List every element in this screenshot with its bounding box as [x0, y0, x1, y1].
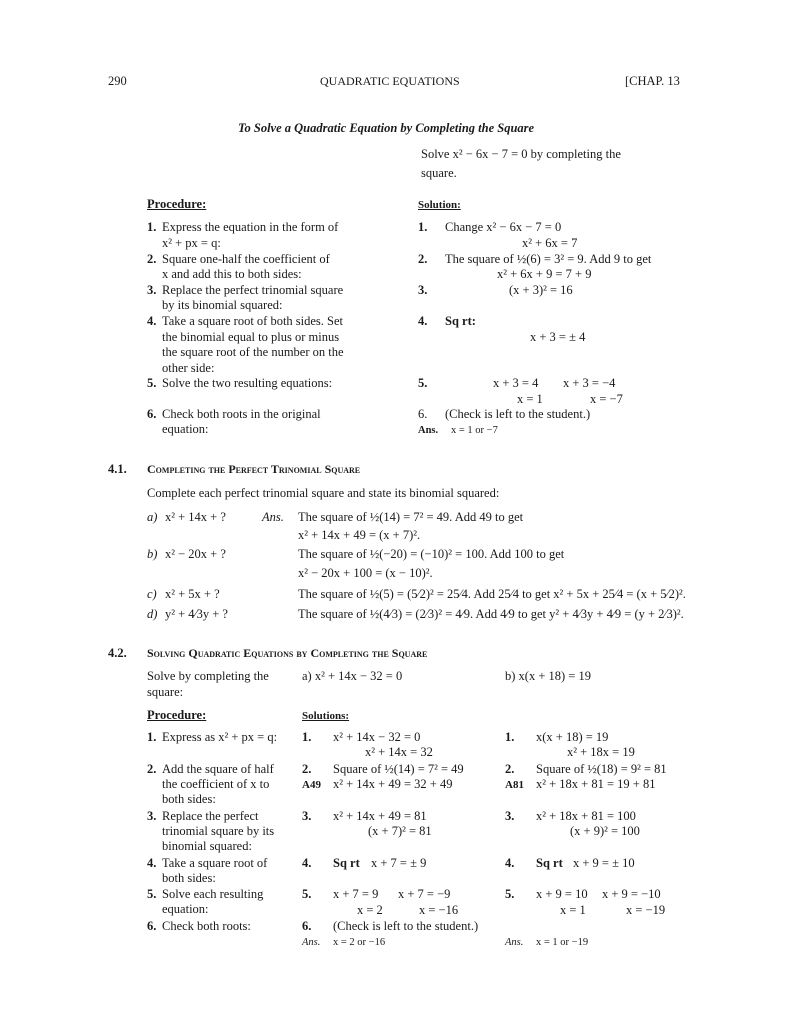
procedure-text: trinomial square by its	[162, 824, 275, 838]
procedure-text: x² + px = q:	[162, 236, 221, 250]
chapter-label: [CHAP. 13	[625, 74, 680, 88]
procedure-text: the binomial equal to plus or minus	[162, 330, 340, 344]
procedure-text: Replace the perfect trinomial square	[162, 283, 344, 297]
sq-rt-label: Sq rt	[536, 856, 563, 870]
solution-text: (x + 3)² = 16	[509, 283, 573, 297]
problem-b: b) x(x + 18) = 19	[505, 669, 591, 683]
step-number-a: 4.	[302, 856, 312, 870]
sq-rt-label: Sq rt	[333, 856, 360, 870]
step-number-a: 2.	[302, 762, 312, 776]
solution-a-text: (x + 7)² = 81	[368, 824, 432, 838]
solution-step-number: 4.	[418, 314, 428, 328]
procedure-text: both sides:	[162, 792, 216, 806]
ans-label-a: Ans.	[302, 937, 321, 948]
solution-b-text: x² + 18x + 81 = 19 + 81	[536, 777, 656, 791]
solution-a-text: x² + 14x + 49 = 81	[333, 809, 427, 823]
procedure-text: both sides:	[162, 871, 216, 885]
solution-heading: Solution:	[418, 199, 461, 211]
solution-a-text: x² + 14x = 32	[365, 745, 433, 759]
solution-text: (Check is left to the student.)	[445, 407, 591, 421]
answer-label: Ans.	[418, 425, 439, 436]
procedure-text: Check both roots in the original	[162, 407, 321, 421]
solution-a-text: x + 7 = 9	[333, 887, 379, 901]
solution-a-text: x² + 14x + 49 = 32 + 49	[333, 777, 453, 791]
solution-a-text: x² + 14x − 32 = 0	[333, 730, 421, 744]
section-title: To Solve a Quadratic Equation by Completing the Square	[238, 121, 535, 135]
procedure-text: Take a square root of both sides. Set	[162, 314, 344, 328]
problem-instruction: square:	[147, 685, 184, 699]
solution-b-text: x(x + 18) = 19	[536, 730, 609, 744]
procedure-text: other side:	[162, 361, 215, 375]
solution-step-number: 2.	[418, 252, 428, 266]
step-number-b: 3.	[505, 809, 515, 823]
problem-instruction: Complete each perfect trinomial square and state its binomial squared:	[147, 486, 500, 500]
answer-line: The square of ½(5) = (5⁄2)² = 25⁄4. Add 25⁄4 to get x² + 5x + 25⁄4 = (x + 5⁄2)².	[298, 587, 686, 601]
step-number: 2.	[147, 762, 157, 776]
step-number: 4.	[147, 314, 157, 328]
part-expression: x² − 20x + ?	[165, 547, 226, 561]
procedure-text: Check both roots:	[162, 919, 251, 933]
part-expression: y² + 4⁄3y + ?	[165, 607, 228, 621]
problem-title: Completing the Perfect Trinomial Square	[147, 462, 361, 476]
procedure-text: equation:	[162, 902, 209, 916]
procedure-heading: Procedure:	[147, 708, 207, 722]
step-number: 4.	[147, 856, 157, 870]
solution-b-text: x + 9 = 10	[536, 887, 588, 901]
solution-step-number: 3.	[418, 283, 428, 297]
problem-title: Solving Quadratic Equations by Completing the Square	[147, 646, 428, 660]
solutions-heading: Solutions:	[302, 710, 350, 722]
answer-b: x = 1 or −19	[536, 937, 589, 948]
step-number-b: 1.	[505, 730, 515, 744]
solution-a-text: x = 2	[357, 903, 383, 917]
answer-a: x = 2 or −16	[333, 937, 386, 948]
add-label-a: A49	[302, 779, 321, 791]
procedure-text: equation:	[162, 422, 209, 436]
solution-a-text: (Check is left to the student.)	[333, 919, 479, 933]
solution-step-number: 1.	[418, 220, 428, 234]
page-number: 290	[108, 74, 127, 88]
step-number-b: 2.	[505, 762, 515, 776]
step-number: 6.	[147, 407, 157, 421]
problem-statement-cont: square.	[421, 166, 457, 180]
solution-b-text: x = −19	[626, 903, 666, 917]
procedure-heading: Procedure:	[147, 197, 207, 211]
part-label: b)	[147, 547, 158, 561]
step-number: 3.	[147, 809, 157, 823]
sq-rt-label: Sq rt:	[445, 314, 476, 328]
procedure-text: Replace the perfect	[162, 809, 259, 823]
answer-line: The square of ½(−20) = (−10)² = 100. Add 100 to get	[298, 547, 565, 561]
solution-a-text: Square of ½(14) = 7² = 49	[333, 762, 464, 776]
procedure-text: the square root of the number on the	[162, 345, 344, 359]
part-label: d)	[147, 607, 158, 621]
step-number: 2.	[147, 252, 157, 266]
procedure-text: Take a square root of	[162, 856, 268, 870]
solution-step-number: 5.	[418, 376, 428, 390]
solution-a-text: x + 7 = −9	[398, 887, 451, 901]
procedure-text: Solve each resulting	[162, 887, 264, 901]
ans-label-b: Ans.	[505, 937, 524, 948]
step-number: 1.	[147, 220, 157, 234]
problem-a: a) x² + 14x − 32 = 0	[302, 669, 403, 683]
step-number: 5.	[147, 376, 157, 390]
step-number-a: 3.	[302, 809, 312, 823]
problem-number: 4.1.	[108, 462, 127, 476]
part-expression: x² + 14x + ?	[165, 510, 226, 524]
step-number-b: 4.	[505, 856, 515, 870]
solution-a-text: x + 7 = ± 9	[371, 856, 427, 870]
solution-text: Change x² − 6x − 7 = 0	[445, 220, 562, 234]
solution-step-number: 6.	[418, 407, 428, 421]
step-number-a: 5.	[302, 887, 312, 901]
procedure-text: Square one-half the coefficient of	[162, 252, 330, 266]
step-number: 5.	[147, 887, 157, 901]
solution-a-text: x = −16	[419, 903, 459, 917]
procedure-text: Add the square of half	[162, 762, 274, 776]
solution-text: x = −7	[590, 392, 623, 406]
solution-text: x = 1	[517, 392, 543, 406]
problem-number: 4.2.	[108, 646, 127, 660]
part-label: c)	[147, 587, 157, 601]
solution-b-text: x² + 18x + 81 = 100	[536, 809, 636, 823]
solution-text: The square of ½(6) = 3² = 9. Add 9 to get	[445, 252, 652, 266]
procedure-text: by its binomial squared:	[162, 298, 283, 312]
procedure-text: the coefficient of x to	[162, 777, 270, 791]
running-title: QUADRATIC EQUATIONS	[320, 74, 460, 88]
step-number: 3.	[147, 283, 157, 297]
part-expression: x² + 5x + ?	[165, 587, 220, 601]
step-number: 6.	[147, 919, 157, 933]
solution-b-text: (x + 9)² = 100	[570, 824, 640, 838]
answer-line: The square of ½(14) = 7² = 49. Add 49 to get	[298, 510, 524, 524]
procedure-text: x and add this to both sides:	[162, 267, 302, 281]
solution-b-text: x + 9 = −10	[602, 887, 661, 901]
procedure-text: Solve the two resulting equations:	[162, 376, 333, 390]
answer-line: x² + 14x + 49 = (x + 7)².	[298, 528, 421, 542]
step-number-b: 5.	[505, 887, 515, 901]
problem-instruction: Solve by completing the	[147, 669, 269, 683]
solution-b-text: x + 9 = ± 10	[573, 856, 635, 870]
part-label: a)	[147, 510, 158, 524]
solution-text: x² + 6x + 9 = 7 + 9	[497, 267, 592, 281]
answer-text: x = 1 or −7	[451, 425, 498, 436]
solution-b-text: x² + 18x = 19	[567, 745, 635, 759]
answer-line: x² − 20x + 100 = (x − 10)².	[298, 566, 433, 580]
answer-line: The square of ½(4⁄3) = (2⁄3)² = 4⁄9. Add 4⁄9 to get y² + 4⁄3y + 4⁄9 = (y + 2⁄3)².	[298, 607, 684, 621]
solution-text: x + 3 = 4	[493, 376, 539, 390]
procedure-text: Express as x² + px = q:	[162, 730, 278, 744]
procedure-text: Express the equation in the form of	[162, 220, 339, 234]
step-number-a: 1.	[302, 730, 312, 744]
solution-text: x + 3 = −4	[563, 376, 616, 390]
procedure-text: binomial squared:	[162, 839, 252, 853]
add-label-b: A81	[505, 779, 524, 791]
ans-label: Ans.	[262, 510, 284, 524]
solution-text: x + 3 = ± 4	[530, 330, 586, 344]
step-number: 1.	[147, 730, 157, 744]
solution-b-text: Square of ½(18) = 9² = 81	[536, 762, 667, 776]
problem-statement: Solve x² − 6x − 7 = 0 by completing the	[421, 147, 621, 161]
solution-b-text: x = 1	[560, 903, 586, 917]
solution-text: x² + 6x = 7	[522, 236, 578, 250]
step-number-a: 6.	[302, 919, 312, 933]
